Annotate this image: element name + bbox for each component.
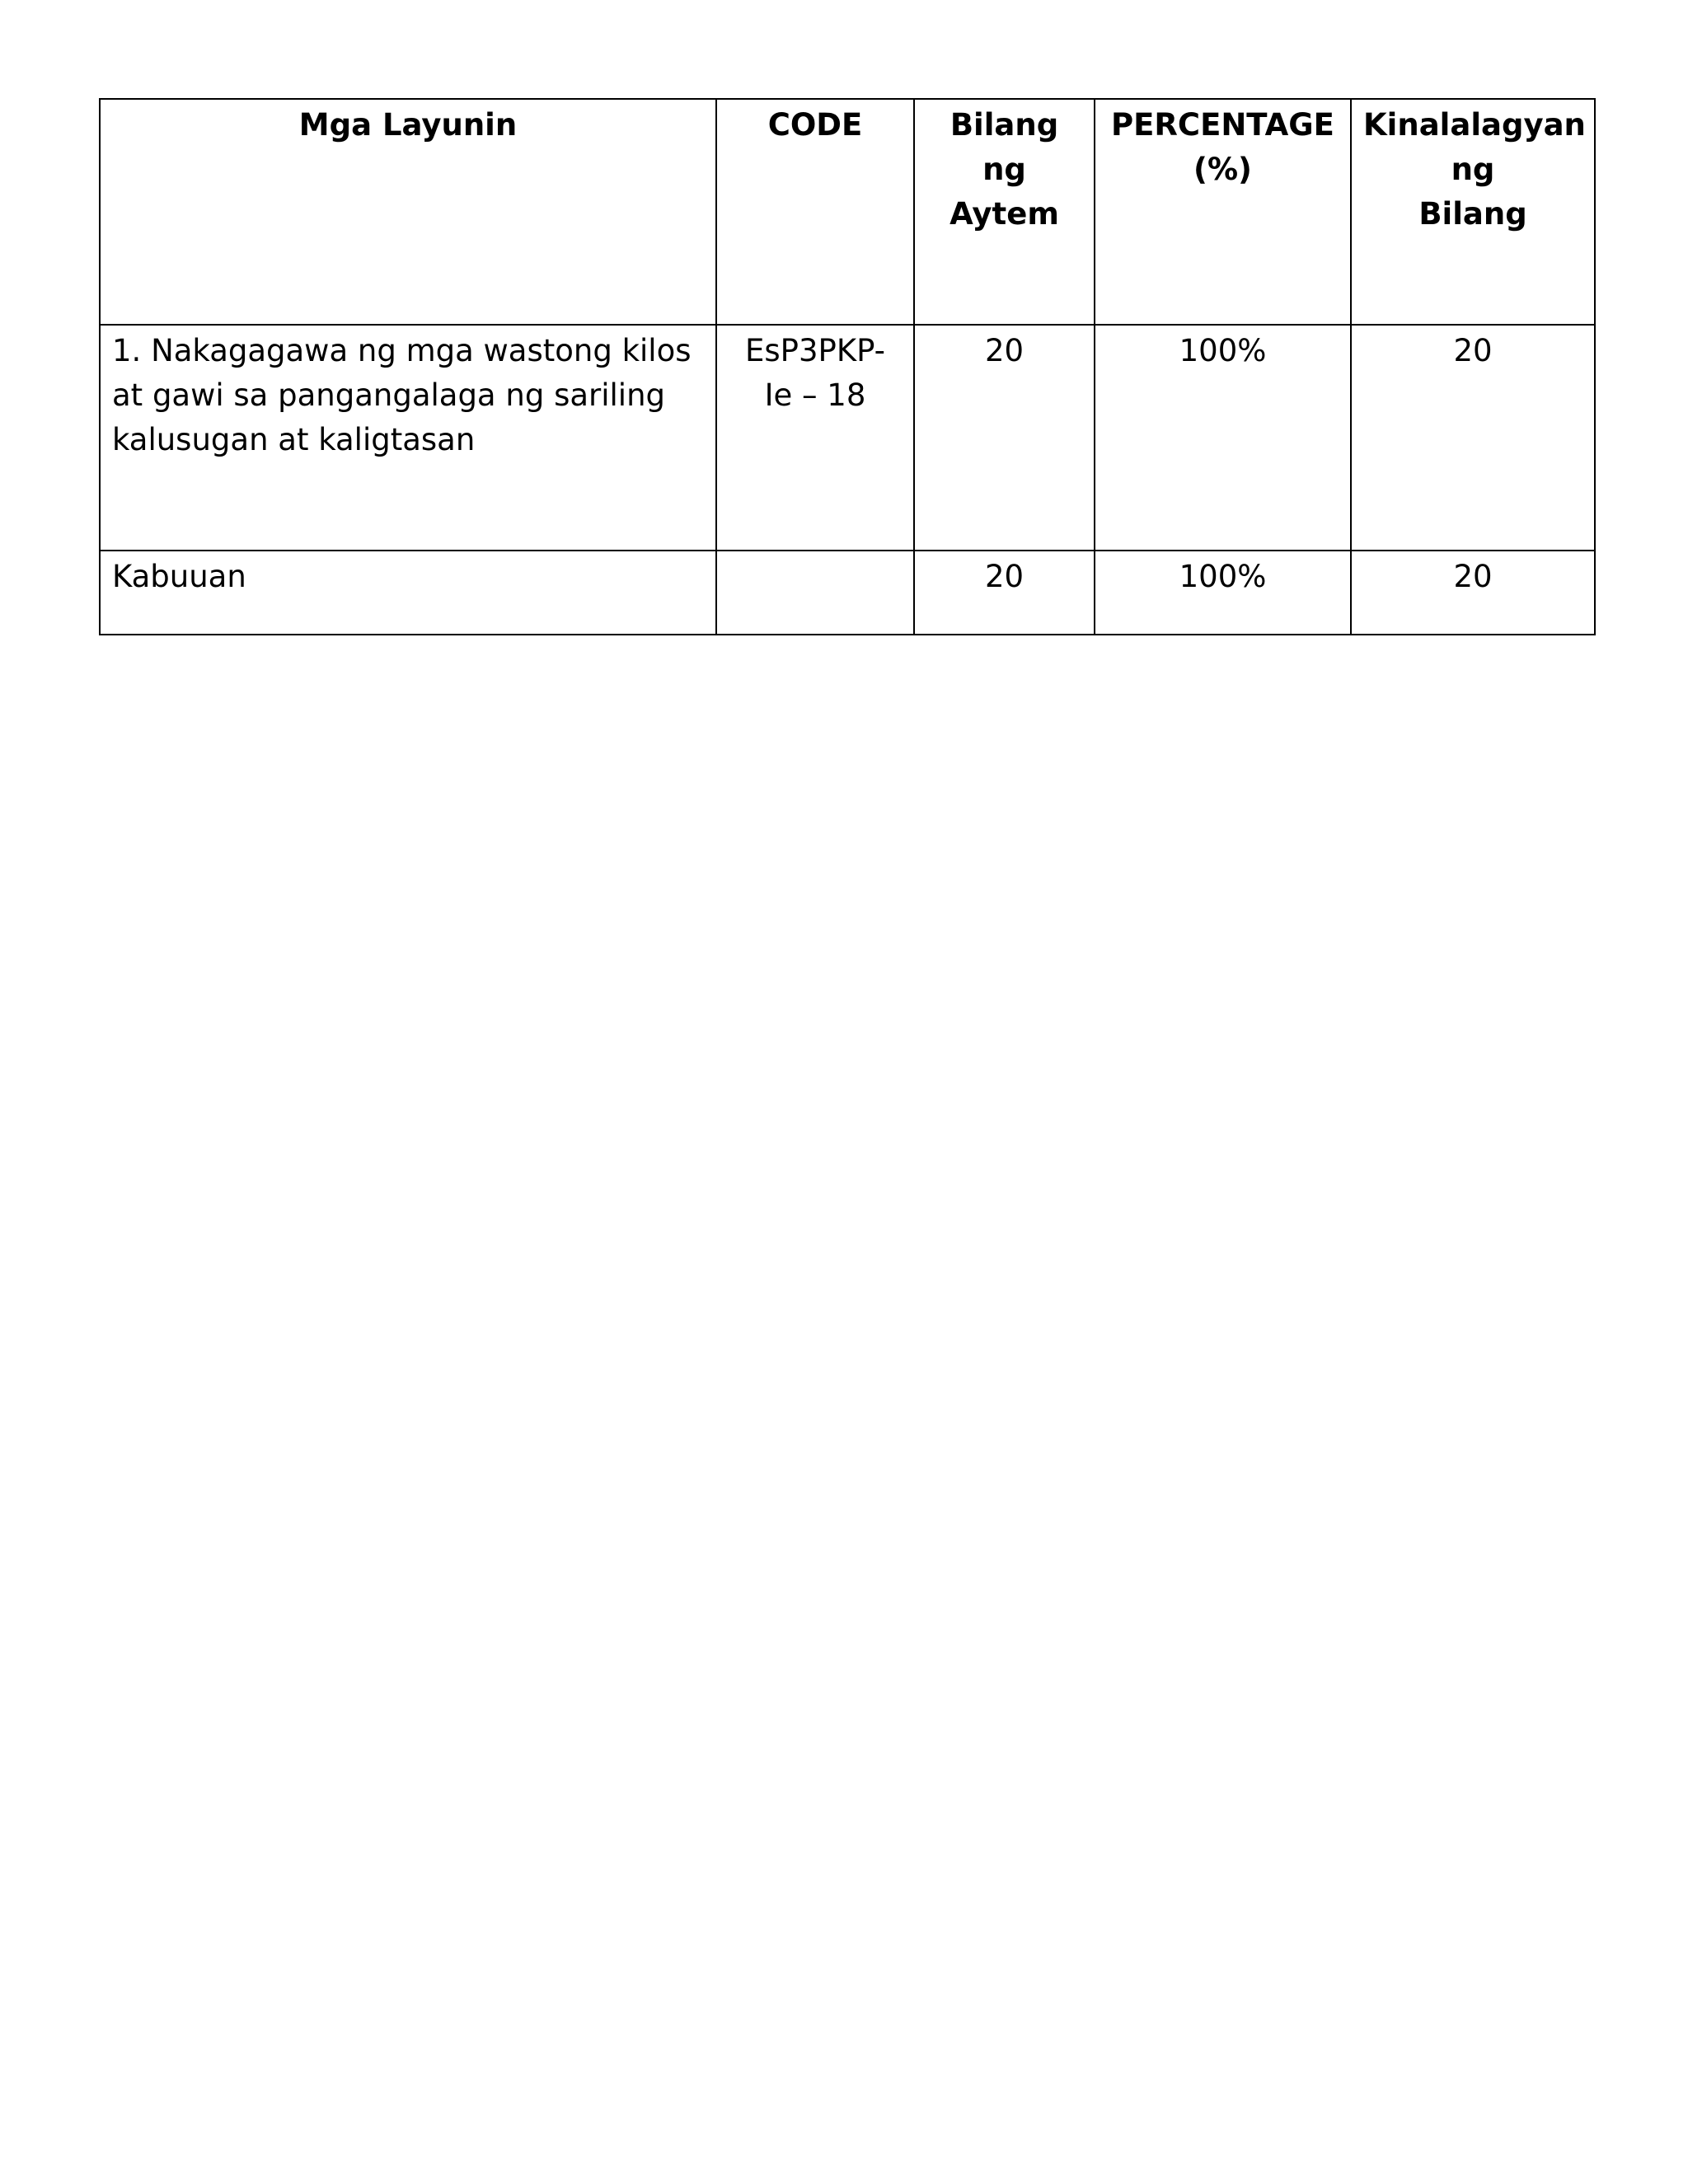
total-code-cell xyxy=(716,551,914,635)
table-header-row xyxy=(100,99,1595,325)
items-cell: 20 xyxy=(914,325,1095,551)
total-percentage-cell: 100% xyxy=(1095,551,1351,635)
header-percentage-line-2: (%) xyxy=(1193,152,1252,187)
header-location-line-2: ng xyxy=(1451,152,1495,187)
total-items-cell: 20 xyxy=(914,551,1095,635)
header-location-line-3: Bilang xyxy=(1418,196,1527,232)
header-code-label: CODE xyxy=(767,107,863,143)
total-row xyxy=(100,551,1595,635)
table-row xyxy=(100,325,1595,551)
header-items-line-2: Aytem xyxy=(950,196,1059,232)
header-objectives xyxy=(100,99,716,325)
location-cell: 20 xyxy=(1351,325,1595,551)
objective-cell: 1. Nakagagawa ng mga wastong kilos at gawi sa pangangalaga ng sariling kalusugan at kaligtasan xyxy=(100,325,716,551)
code-line-1: EsP3PKP- xyxy=(745,333,885,368)
header-code xyxy=(716,99,914,325)
header-objectives-label: Mga Layunin xyxy=(298,107,518,143)
header-items xyxy=(914,99,1095,325)
percentage-cell: 100% xyxy=(1095,325,1351,551)
total-location-cell: 20 xyxy=(1351,551,1595,635)
header-location xyxy=(1351,99,1595,325)
header-percentage-line-1: PERCENTAGE xyxy=(1111,107,1334,143)
header-percentage xyxy=(1095,99,1351,325)
header-items-line-1: Bilang ng xyxy=(950,107,1059,187)
table-of-specifications xyxy=(99,98,1596,635)
code-cell xyxy=(716,325,914,551)
header-location-line-1: Kinalalagyan xyxy=(1363,107,1586,143)
total-label-cell: Kabuuan xyxy=(100,551,716,635)
code-line-2: Ie – 18 xyxy=(764,377,866,413)
